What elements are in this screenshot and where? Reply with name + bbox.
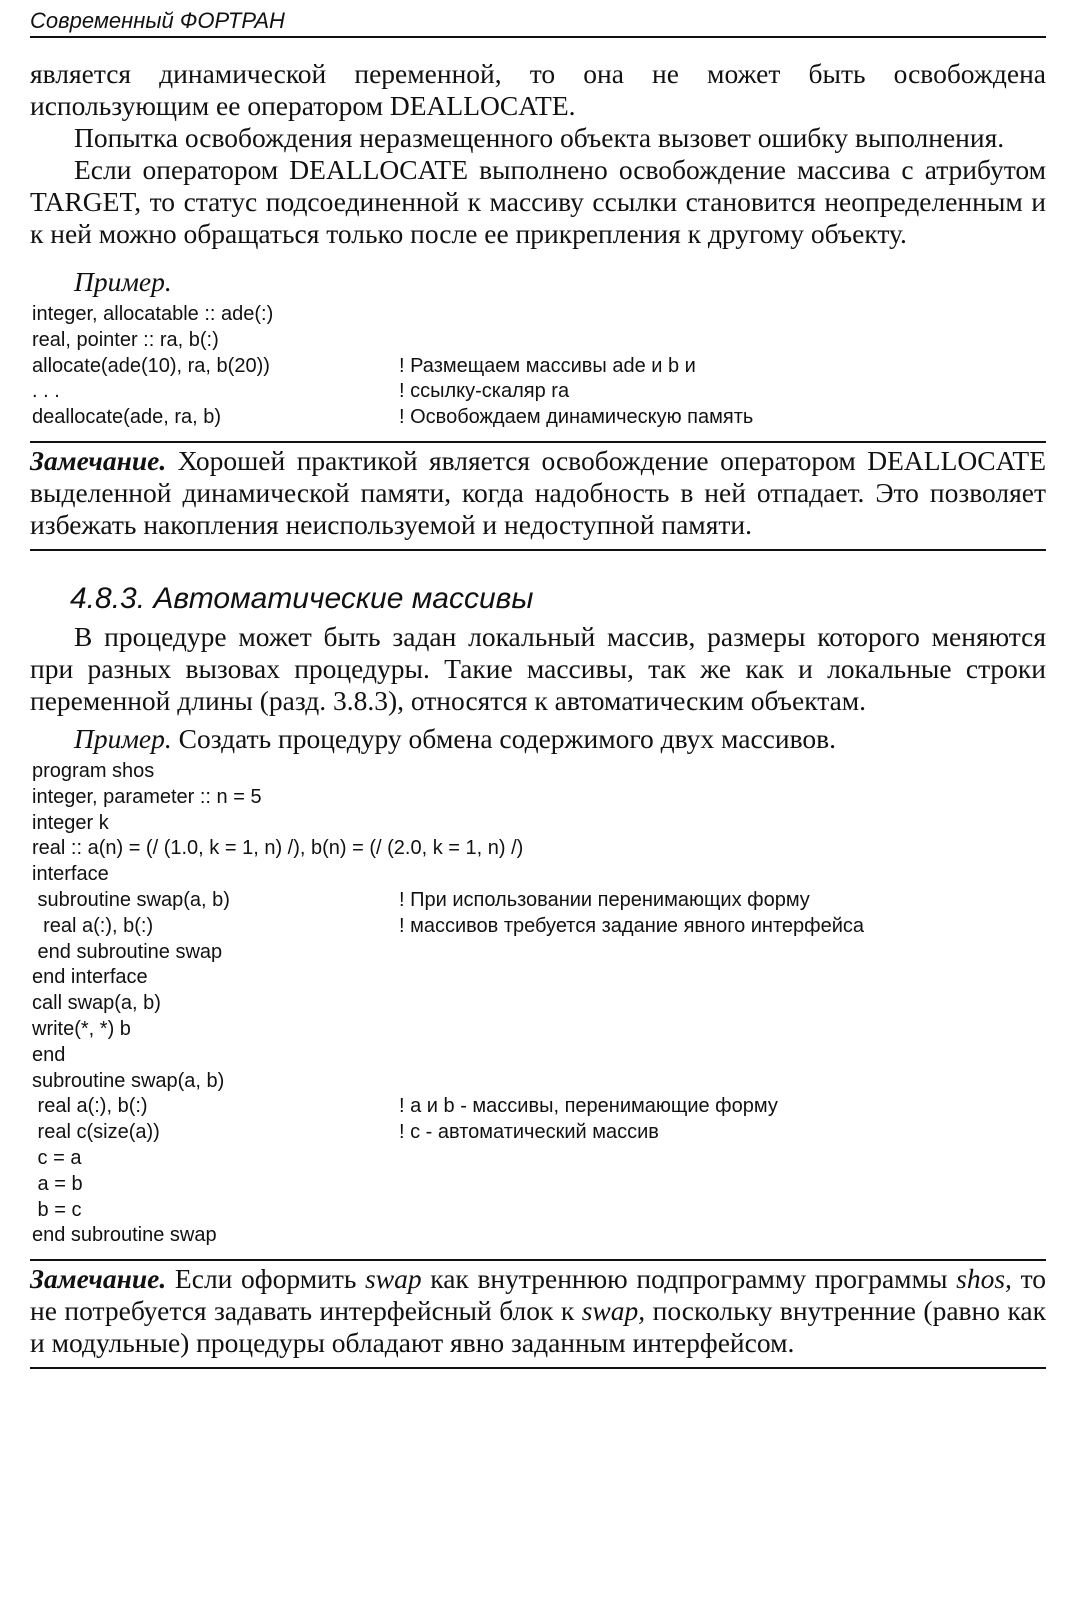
code-line xyxy=(32,888,1046,914)
code-comment xyxy=(399,1043,1046,1069)
remark-body: то не потребуется задавать интерфейсный блок к xyxy=(30,1263,1046,1327)
code-comment xyxy=(399,811,1046,837)
code-comment: ! Размещаем массивы ade и b и xyxy=(399,354,696,377)
code-statement: real a(:), b(:) xyxy=(32,914,154,937)
remark-body: Хорошей практикой является освобождение оператором DEALLOCATE выделенной динамической памяти, когда надобность в ней отпадает. Это позволяет избежать накопления неиспользуемой и недоступной памяти. xyxy=(30,444,1046,540)
code-listing-deallocate xyxy=(32,302,1046,431)
code-comment: ! Освобождаем динамическую память xyxy=(399,406,754,429)
code-statement: allocate(ade(10), ra, b(20)) xyxy=(32,354,270,377)
code-comment xyxy=(399,965,1046,991)
code-line xyxy=(32,1198,1046,1224)
code-statement: end xyxy=(32,1043,66,1066)
code-statement: b = c xyxy=(32,1198,82,1221)
running-head: Современный ФОРТРАН xyxy=(30,0,1046,38)
code-statement: real :: a(n) = (/ (1.0, k = 1, n) /), b(n) = (/ (2.0, k = 1, n) /) xyxy=(32,837,524,860)
code-listing-swap xyxy=(32,759,1046,1249)
code-comment xyxy=(399,1017,1046,1043)
code-comment: ! c - автоматический массив xyxy=(399,1121,659,1144)
code-line xyxy=(32,991,1046,1017)
code-line xyxy=(32,759,1046,785)
example-label: Пример. xyxy=(74,266,172,297)
code-line xyxy=(32,940,1046,966)
code-comment: ! При использовании перенимающих форму xyxy=(399,888,810,911)
code-comment xyxy=(399,1198,1046,1224)
code-line xyxy=(32,914,1046,940)
example-intro xyxy=(30,723,1046,755)
remark-box xyxy=(30,1259,1046,1369)
code-statement: c = a xyxy=(32,1146,82,1169)
code-ref: swap, xyxy=(581,1295,646,1327)
code-statement: a = b xyxy=(32,1172,83,1195)
paragraph: В процедуре может быть задан локальный массив, размеры которого меняются при разных вызовах процедуры. Такие массивы, так же как и локальные строки переменной длины (разд. 3.8.3), относятся к автоматическим объектам. xyxy=(30,620,1046,716)
code-line xyxy=(32,862,1046,888)
code-comment xyxy=(399,1223,1046,1249)
code-line xyxy=(32,1120,1046,1146)
code-statement: . . . xyxy=(32,380,60,403)
example-label: Пример. xyxy=(74,722,172,754)
code-statement: write(*, *) b xyxy=(32,1017,131,1040)
code-line xyxy=(32,354,1046,380)
code-statement: real, pointer :: ra, b(:) xyxy=(32,328,219,351)
code-comment xyxy=(399,759,1046,785)
code-line xyxy=(32,1069,1046,1095)
code-comment xyxy=(399,991,1046,1017)
code-statement: real a(:), b(:) xyxy=(32,1095,148,1118)
example-task: Создать процедуру обмена содержимого двух массивов. xyxy=(171,722,836,754)
code-comment xyxy=(523,836,1046,862)
code-statement: integer k xyxy=(32,811,109,834)
remark-lead: Замечание. xyxy=(30,1263,167,1295)
code-statement: integer, parameter :: n = 5 xyxy=(32,785,262,808)
remark-lead: Замечание. xyxy=(30,444,167,476)
code-line xyxy=(32,836,1046,862)
code-line xyxy=(32,328,1046,354)
intro-text xyxy=(30,58,1046,250)
code-comment: ! ссылку-скаляр ra xyxy=(399,380,570,403)
code-comment xyxy=(399,1146,1046,1172)
code-line xyxy=(32,811,1046,837)
code-statement: end subroutine swap xyxy=(32,940,223,963)
code-comment: ! a и b - массивы, перенимающие форму xyxy=(399,1095,778,1118)
remark-body: Если оформить xyxy=(166,1263,366,1295)
code-statement: subroutine swap(a, b) xyxy=(32,1069,225,1092)
code-line xyxy=(32,1172,1046,1198)
code-line xyxy=(32,302,1046,328)
code-statement: integer, allocatable :: ade(:) xyxy=(32,303,274,325)
remark-body: поскольку внутренние (равно как и модульные) процедуры обладают явно заданным интерфейсом. xyxy=(30,1295,1046,1359)
code-line xyxy=(32,379,1046,405)
code-ref: shos, xyxy=(956,1263,1012,1295)
code-statement: interface xyxy=(32,863,109,886)
remark-box xyxy=(30,441,1046,551)
code-comment xyxy=(399,785,1046,811)
code-line xyxy=(32,965,1046,991)
code-statement: subroutine swap(a, b) xyxy=(32,888,230,911)
code-comment xyxy=(399,328,1046,354)
code-line xyxy=(32,1146,1046,1172)
code-line xyxy=(32,1017,1046,1043)
code-line xyxy=(32,405,1046,431)
code-line xyxy=(32,1094,1046,1120)
section-heading: 4.8.3. Автоматические массивы xyxy=(70,581,534,615)
remark-text xyxy=(30,445,1046,541)
remark-body: как внутреннюю подпрограмму программы xyxy=(421,1263,957,1295)
code-comment xyxy=(399,862,1046,888)
paragraph: является динамической переменной, то она не может быть освобождена использующим ее оператором DEALLOCATE. xyxy=(30,58,1046,121)
remark-text xyxy=(30,1263,1046,1359)
code-statement: call swap(a, b) xyxy=(32,992,161,1015)
code-comment xyxy=(399,1069,1046,1095)
paragraph: Попытка освобождения неразмещенного объекта вызовет ошибку выполнения. xyxy=(74,122,1005,153)
code-line xyxy=(32,1223,1046,1249)
code-line xyxy=(32,1043,1046,1069)
code-statement: end interface xyxy=(32,966,148,989)
code-statement: program shos xyxy=(32,759,155,782)
book-page xyxy=(30,0,1046,1369)
code-comment xyxy=(399,1172,1046,1198)
code-comment xyxy=(399,940,1046,966)
code-comment: ! массивов требуется задание явного интерфейса xyxy=(399,914,865,937)
code-statement: end subroutine swap xyxy=(32,1224,217,1247)
code-ref: swap xyxy=(365,1263,422,1295)
paragraph: Если оператором DEALLOCATE выполнено освобождение массива с атрибутом TARGET, то статус подсоединенной к массиву ссылки становится неопределенным и к ней можно обращаться только после ее прикрепления к другому объекту. xyxy=(30,154,1046,249)
code-line xyxy=(32,785,1046,811)
code-statement: real c(size(a)) xyxy=(32,1121,160,1144)
code-statement: deallocate(ade, ra, b) xyxy=(32,406,222,429)
code-comment xyxy=(399,302,1046,328)
